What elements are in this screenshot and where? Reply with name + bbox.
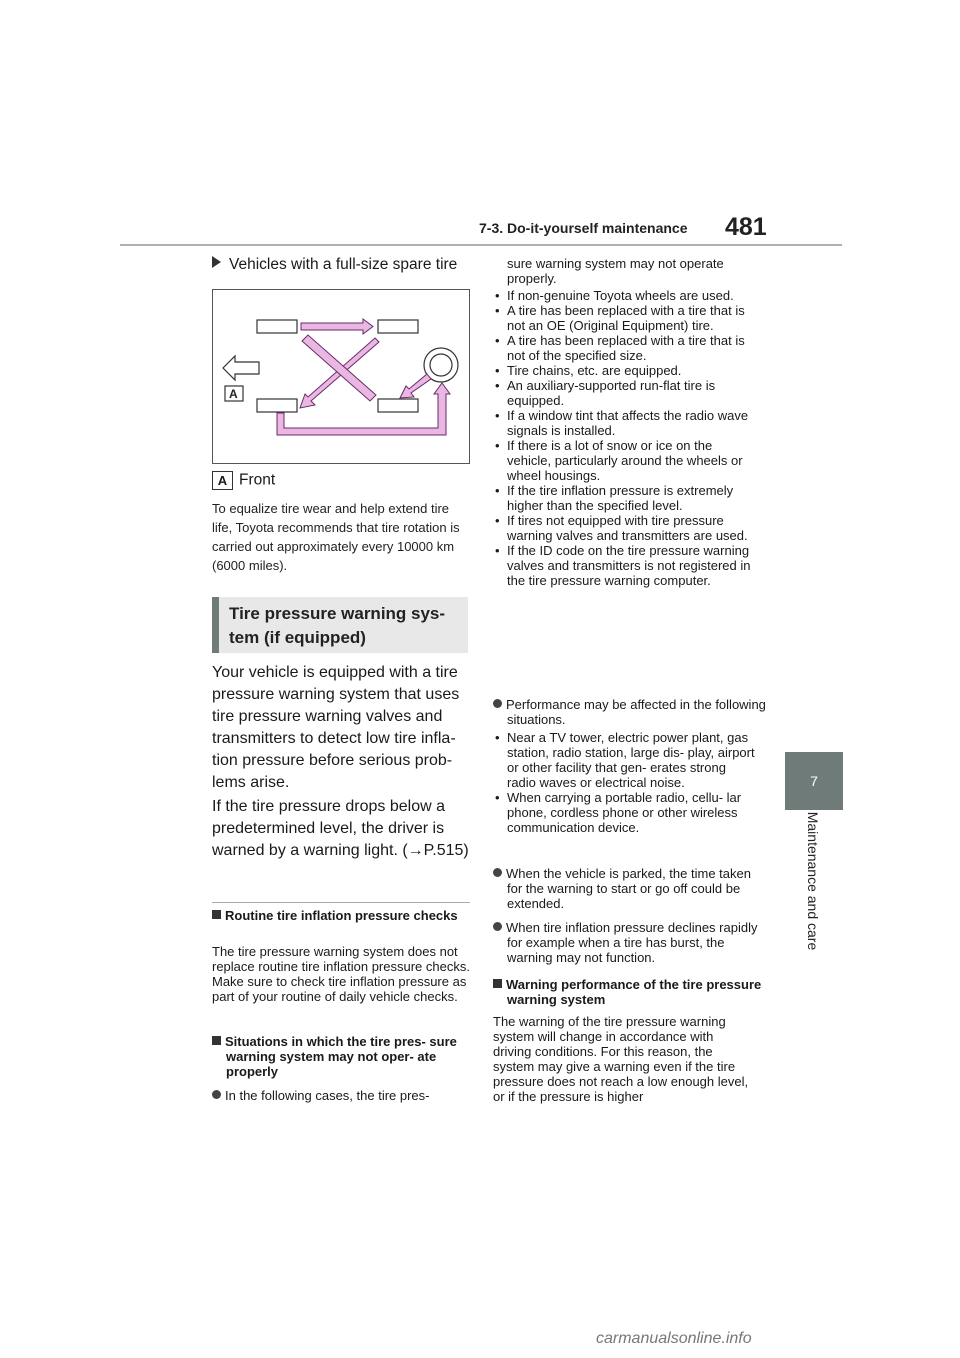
list-item: • When carrying a portable radio, cellu- lar phone, cordless phone or other wireless communication device. — [493, 790, 755, 835]
warning-heading: Warning performance of the tire pressure warning system — [493, 977, 769, 1007]
performance-list — [493, 730, 755, 835]
circle-bullet-icon — [212, 1090, 221, 1099]
list-item: • Tire chains, etc. are equipped. — [493, 363, 755, 378]
diagram-badge-text: A — [229, 387, 238, 401]
chapter-label: Maintenance and care — [805, 811, 821, 951]
routine-heading: Routine tire inflation pressure checks — [212, 908, 484, 923]
front-legend — [212, 471, 275, 490]
tire-front-right — [378, 320, 418, 333]
arrow-fl-to-fr — [301, 319, 373, 334]
divider — [212, 902, 470, 903]
list-item: • If the ID code on the tire pressure warning valves and transmitters is not registered in the tire pressure warning computer. — [493, 543, 755, 588]
arrow-rr-to-fl — [302, 335, 376, 401]
list-item: • Near a TV tower, electric power plant, gas station, radio station, large dis- play, airport or other facility that gen- erates strong radio waves or electrical noise. — [493, 730, 755, 790]
intro-paragraph: To equalize tire wear and help extend tire life, Toyota recommends that tire rotation is carried out approximately every 10000 km (6000 miles). — [212, 501, 460, 573]
square-bullet-icon — [212, 910, 221, 919]
circle-bullet-icon — [493, 922, 502, 931]
tire-rotation-diagram — [212, 289, 470, 464]
continued-text: sure warning system may not operate properly. — [507, 256, 724, 286]
chapter-tab[interactable]: 7 — [785, 752, 843, 810]
tire-rear-right — [378, 399, 418, 412]
rotation-svg — [213, 290, 469, 463]
warning-text: The warning of the tire pressure warning system will change in accordance with driving conditions. For this reason, the system may give a warning even if the tire pressure does not reach a low enough level, or if the pressure is higher — [493, 1014, 749, 1104]
section-heading-box — [212, 597, 468, 653]
tire-front-left — [257, 320, 297, 333]
list-item: • If non-genuine Toyota wheels are used. — [493, 288, 755, 303]
front-badge: A — [212, 471, 233, 490]
case-list — [493, 288, 755, 588]
list-item: • A tire has been replaced with a tire that is not an OE (Original Equipment) tire. — [493, 303, 755, 333]
header-divider — [120, 244, 842, 246]
list-item: • If a window tint that affects the radio wave signals is installed. — [493, 408, 755, 438]
front-direction-arrow-icon — [223, 356, 259, 380]
tire-rear-left — [257, 399, 297, 412]
lead-line: Vehicles with a full-size spare tire — [212, 255, 470, 275]
list-item: • A tire has been replaced with a tire that is not of the specified size. — [493, 333, 755, 363]
square-bullet-icon — [212, 1036, 221, 1045]
square-bullet-icon — [493, 979, 502, 988]
situations-first: In the following cases, the tire pres- — [212, 1088, 484, 1103]
routine-text: The tire pressure warning system does not replace routine tire inflation pressure checks. Make sure to check tire inflation pressure as part of your routine of daily vehicle checks. — [212, 944, 470, 1004]
spare-tire-hub — [430, 354, 452, 376]
performance-note: Performance may be affected in the following situations. — [493, 697, 769, 727]
circle-bullet-icon — [493, 868, 502, 877]
declines-note: When tire inflation pressure declines rapidly for example when a tire has burst, the warning may not function. — [493, 920, 769, 965]
arrow-spare-to-rr — [400, 374, 431, 398]
body-paragraph-1: Your vehicle is equipped with a tire pressure warning system that uses tire pressure warning valves and transmitters to detect low tire infla- tion pressure before serious prob- lems arise. — [212, 664, 460, 791]
arrow-right-triangle-icon — [212, 256, 221, 268]
list-item: • If there is a lot of snow or ice on the vehicle, particularly around the wheels or wheel housings. — [493, 438, 755, 483]
watermark: carmanualsonline.info — [596, 1330, 752, 1347]
body-paragraph-2: If the tire pressure drops below a predetermined level, the driver is warned by a warning light. (→P.515) — [212, 798, 469, 859]
list-item: • An auxiliary-supported run-flat tire is equipped. — [493, 378, 755, 408]
list-item: • If the tire inflation pressure is extremely higher than the specified level. — [493, 483, 755, 513]
list-item: • If tires not equipped with tire pressure warning valves and transmitters are used. — [493, 513, 755, 543]
section-title: 7-3. Do-it-yourself maintenance — [479, 220, 688, 236]
circle-bullet-icon — [493, 699, 502, 708]
page-number: 481 — [725, 213, 767, 241]
situations-heading: Situations in which the tire pres- sure warning system may not oper- ate properly — [212, 1034, 484, 1079]
parked-note: When the vehicle is parked, the time taken for the warning to start or go off could be extended. — [493, 866, 769, 911]
front-label-text: Front — [239, 471, 276, 489]
section-heading: Tire pressure warning sys- tem (if equipped) — [229, 604, 446, 647]
